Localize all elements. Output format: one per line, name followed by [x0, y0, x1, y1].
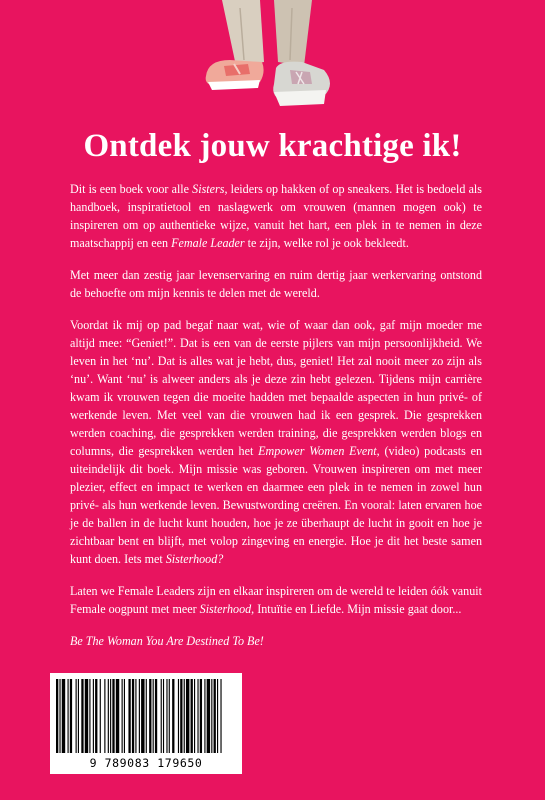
- text-run: , leiders op hakken of op sneakers. Het is bedoeld als handboek, inspiratietool en naslagwerk om vrouwen (mannen mogen ook) te inspireren om op authentieke wijze, vanuit het hart, een plek in te nemen in deze maatschappij en een: [70, 182, 482, 250]
- barcode-bar: [59, 679, 60, 753]
- text-run: te zijn, welke rol je ook bekleedt.: [244, 236, 409, 250]
- barcode-bar: [178, 679, 179, 753]
- barcode-bar: [172, 679, 174, 753]
- barcode-bar: [220, 679, 221, 753]
- barcode-bar: [146, 679, 147, 753]
- barcode-bar: [122, 679, 123, 753]
- emphasis-text: Sisterhood: [199, 602, 252, 616]
- barcode-bar: [135, 679, 136, 753]
- barcode-bar: [62, 679, 65, 753]
- blurb-paragraph: [70, 582, 482, 618]
- barcode-bar: [163, 679, 164, 753]
- barcode-bar: [124, 679, 125, 753]
- barcode-bar: [89, 679, 90, 753]
- blurb: [70, 180, 482, 664]
- text-run: , (video) podcasts en uiteindelijk dit boek. Mijn missie was geboren. Vrouwen inspireren om met meer plezier, effect en impact te werken en daarmee een plek in te nemen in zowel hun privé- als hun werkende leven. Bewustwording creëren. En vooral: laten ervaren hoe je de ballen in de lucht kunt houden, hoe je ze überhaupt de lucht in gooit en hoe je zichtbaar bent en blijft, met volop zingeving en energie. Hoe je dit het beste samen kunt doen. Iets met: [70, 444, 482, 566]
- barcode-bar: [132, 679, 134, 753]
- text-run: Met meer dan zestig jaar levenservaring en ruim dertig jaar werkervaring ontstond de behoefte om mijn kennis te delen met de wereld.: [70, 268, 482, 300]
- barcode-bar: [128, 679, 130, 753]
- barcode-bar: [169, 679, 170, 753]
- barcode-bar: [104, 679, 105, 753]
- blurb-paragraph: [70, 180, 482, 252]
- text-run: Dit is een boek voor alle: [70, 182, 193, 196]
- barcode-bar: [204, 679, 205, 753]
- barcode-bars: [50, 673, 242, 757]
- barcode-bar: [180, 679, 182, 753]
- barcode-bar: [56, 679, 58, 753]
- isbn-number: 9 789083 179650: [89, 756, 203, 770]
- emphasis-text: Female Leader: [171, 236, 245, 250]
- barcode-bar: [68, 679, 69, 753]
- isbn-barcode: [50, 673, 242, 774]
- text-run: , Intuïtie en Liefde. Mijn missie gaat door...: [251, 602, 462, 616]
- blurb-paragraph: [70, 316, 482, 568]
- barcode-bar: [200, 679, 202, 753]
- book-title: Ontdek jouw krachtige ik!: [83, 128, 462, 164]
- barcode-bar: [184, 679, 185, 753]
- barcode-bar: [161, 679, 162, 753]
- barcode-bar: [112, 679, 114, 753]
- barcode-bar: [155, 679, 157, 753]
- barcode-bar: [85, 679, 88, 753]
- barcode-bar: [81, 679, 83, 753]
- barcode-bar: [207, 679, 210, 753]
- emphasis-text: Empower Women Event: [258, 444, 377, 458]
- barcode-bar: [166, 679, 167, 753]
- tagline: Be The Woman You Are Destined To Be!: [70, 634, 264, 648]
- text-run: Laten we Female Leaders zijn en elkaar inspireren om de wereld te leiden óók vanuit Female oogpunt met meer: [70, 584, 482, 616]
- barcode-bar: [139, 679, 140, 753]
- barcode-bar: [116, 679, 119, 753]
- barcode-bar: [149, 679, 151, 753]
- sneakers-photo: [200, 0, 340, 112]
- emphasis-text: Sisters: [192, 182, 225, 196]
- barcode-bar: [108, 679, 109, 753]
- blurb-paragraph: [70, 266, 482, 302]
- barcode-bar: [217, 679, 218, 753]
- barcode-bar: [194, 679, 195, 753]
- barcode-bar: [95, 679, 97, 753]
- barcode-bar: [100, 679, 101, 753]
- barcode-bar: [110, 679, 111, 753]
- barcode-bar: [141, 679, 144, 753]
- barcode-bar: [214, 679, 216, 753]
- text-run: Voordat ik mij op pad begaf naar wat, wie of waar dan ook, gaf mijn moeder me altijd mee: “Geniet!”. Dat is een van de eerste pijlers van mijn persoonlijkheid. We leven in het ‘nu’. Dat is alles wat je hebt, dus, geniet! Het zal nooit meer zo zijn als ‘nu’. Want ‘nu’ is alweer anders als je deze zin hebt gelezen. Tijdens mijn carrière kwam ik vrouwen tegen die moeite hadden met bepaalde aspecten in hun privé- of werkende leven. Met veel van die vrouwen had ik een gesprek. Die gesprekken werden coaching, die gesprekken werden training, die gesprekken werden blogs en columns, die gesprekken werden het: [70, 318, 482, 458]
- barcode-bar: [153, 679, 154, 753]
- barcode-bar: [197, 679, 198, 753]
- barcode-bar: [211, 679, 212, 753]
- barcode-bar: [191, 679, 193, 753]
- barcode-bar: [186, 679, 189, 753]
- emphasis-text: Sisterhood?: [165, 552, 224, 566]
- barcode-bar: [70, 679, 72, 753]
- barcode-bar: [78, 679, 79, 753]
- barcode-bar: [76, 679, 77, 753]
- barcode-bar: [93, 679, 94, 753]
